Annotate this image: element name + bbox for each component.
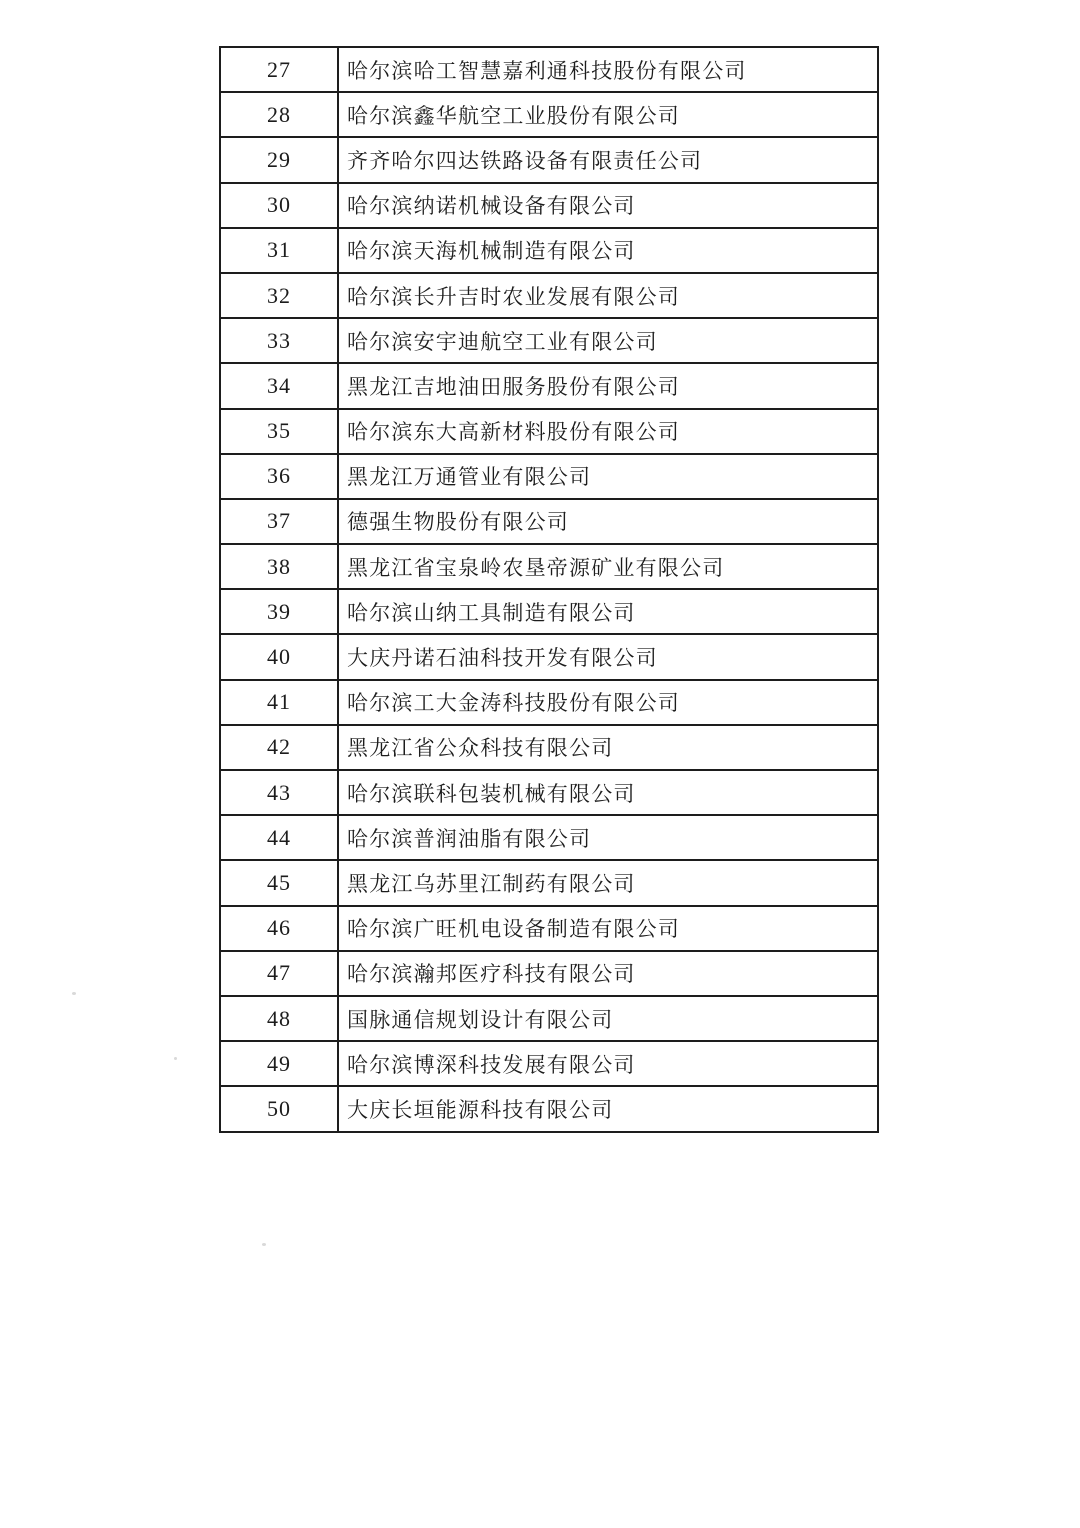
row-number-cell: 42 (221, 726, 339, 769)
table-row (221, 455, 877, 500)
row-number-cell: 48 (221, 997, 339, 1040)
table-row (221, 997, 877, 1042)
table-row (221, 635, 877, 680)
table-row (221, 816, 877, 861)
company-name-cell: 黑龙江省公众科技有限公司 (347, 736, 614, 761)
company-name-cell: 齐齐哈尔四达铁路设备有限责任公司 (347, 148, 703, 173)
table-row (221, 184, 877, 229)
row-number-cell: 38 (221, 545, 339, 588)
table-row (221, 907, 877, 952)
table-row (221, 726, 877, 771)
table-row (221, 138, 877, 183)
table-row (221, 681, 877, 726)
table-row (221, 590, 877, 635)
table-row (221, 48, 877, 93)
row-number-cell: 31 (221, 229, 339, 272)
row-number-cell: 41 (221, 681, 339, 724)
table-row (221, 364, 877, 409)
row-number-cell: 43 (221, 771, 339, 814)
row-number-cell: 45 (221, 861, 339, 904)
company-name-cell: 黑龙江万通管业有限公司 (347, 465, 592, 490)
company-name-cell: 哈尔滨工大金涛科技股份有限公司 (347, 691, 680, 716)
company-name-cell: 黑龙江乌苏里江制药有限公司 (347, 871, 636, 896)
company-table (219, 46, 879, 1133)
row-number-cell: 32 (221, 274, 339, 317)
row-number-cell: 29 (221, 138, 339, 181)
row-number-cell: 33 (221, 319, 339, 362)
row-number-cell: 40 (221, 635, 339, 678)
company-name-cell: 大庆丹诺石油科技开发有限公司 (347, 646, 658, 671)
row-number-cell: 30 (221, 184, 339, 227)
table-row (221, 1087, 877, 1130)
row-number-cell: 39 (221, 590, 339, 633)
table-row (221, 93, 877, 138)
company-name-cell: 黑龙江省宝泉岭农垦帝源矿业有限公司 (347, 555, 725, 580)
row-number-cell: 47 (221, 952, 339, 995)
company-name-cell: 哈尔滨博深科技发展有限公司 (347, 1052, 636, 1077)
row-number-cell: 49 (221, 1042, 339, 1085)
row-number-cell: 28 (221, 93, 339, 136)
company-name-cell: 哈尔滨普润油脂有限公司 (347, 826, 592, 851)
table-row (221, 861, 877, 906)
scan-speck (174, 1057, 177, 1060)
scan-speck (262, 1243, 266, 1246)
table-row (221, 500, 877, 545)
table-row (221, 229, 877, 274)
company-name-cell: 哈尔滨天海机械制造有限公司 (347, 239, 636, 264)
company-name-cell: 黑龙江吉地油田服务股份有限公司 (347, 374, 680, 399)
row-number-cell: 50 (221, 1087, 339, 1130)
company-table-body (221, 48, 877, 1131)
company-name-cell: 国脉通信规划设计有限公司 (347, 1007, 614, 1032)
table-row (221, 274, 877, 319)
company-name-cell: 哈尔滨山纳工具制造有限公司 (347, 600, 636, 625)
row-number-cell: 46 (221, 907, 339, 950)
company-name-cell: 德强生物股份有限公司 (347, 510, 569, 535)
scan-speck (72, 992, 76, 995)
table-row (221, 545, 877, 590)
company-name-cell: 哈尔滨广旺机电设备制造有限公司 (347, 917, 680, 942)
row-number-cell: 34 (221, 364, 339, 407)
table-row (221, 319, 877, 364)
company-name-cell: 哈尔滨纳诺机械设备有限公司 (347, 194, 636, 219)
table-row (221, 1042, 877, 1087)
row-number-cell: 35 (221, 410, 339, 453)
company-name-cell: 哈尔滨东大高新材料股份有限公司 (347, 420, 680, 445)
table-row (221, 410, 877, 455)
company-name-cell: 大庆长垣能源科技有限公司 (347, 1097, 614, 1122)
row-number-cell: 27 (221, 48, 339, 91)
company-name-cell: 哈尔滨哈工智慧嘉利通科技股份有限公司 (347, 58, 747, 83)
row-number-cell: 36 (221, 455, 339, 498)
row-number-cell: 44 (221, 816, 339, 859)
table-row (221, 952, 877, 997)
company-name-cell: 哈尔滨安宇迪航空工业有限公司 (347, 329, 658, 354)
company-name-cell: 哈尔滨联科包装机械有限公司 (347, 781, 636, 806)
company-name-cell: 哈尔滨长升吉时农业发展有限公司 (347, 284, 680, 309)
company-name-cell: 哈尔滨鑫华航空工业股份有限公司 (347, 103, 680, 128)
table-row (221, 771, 877, 816)
company-name-cell: 哈尔滨瀚邦医疗科技有限公司 (347, 962, 636, 987)
row-number-cell: 37 (221, 500, 339, 543)
